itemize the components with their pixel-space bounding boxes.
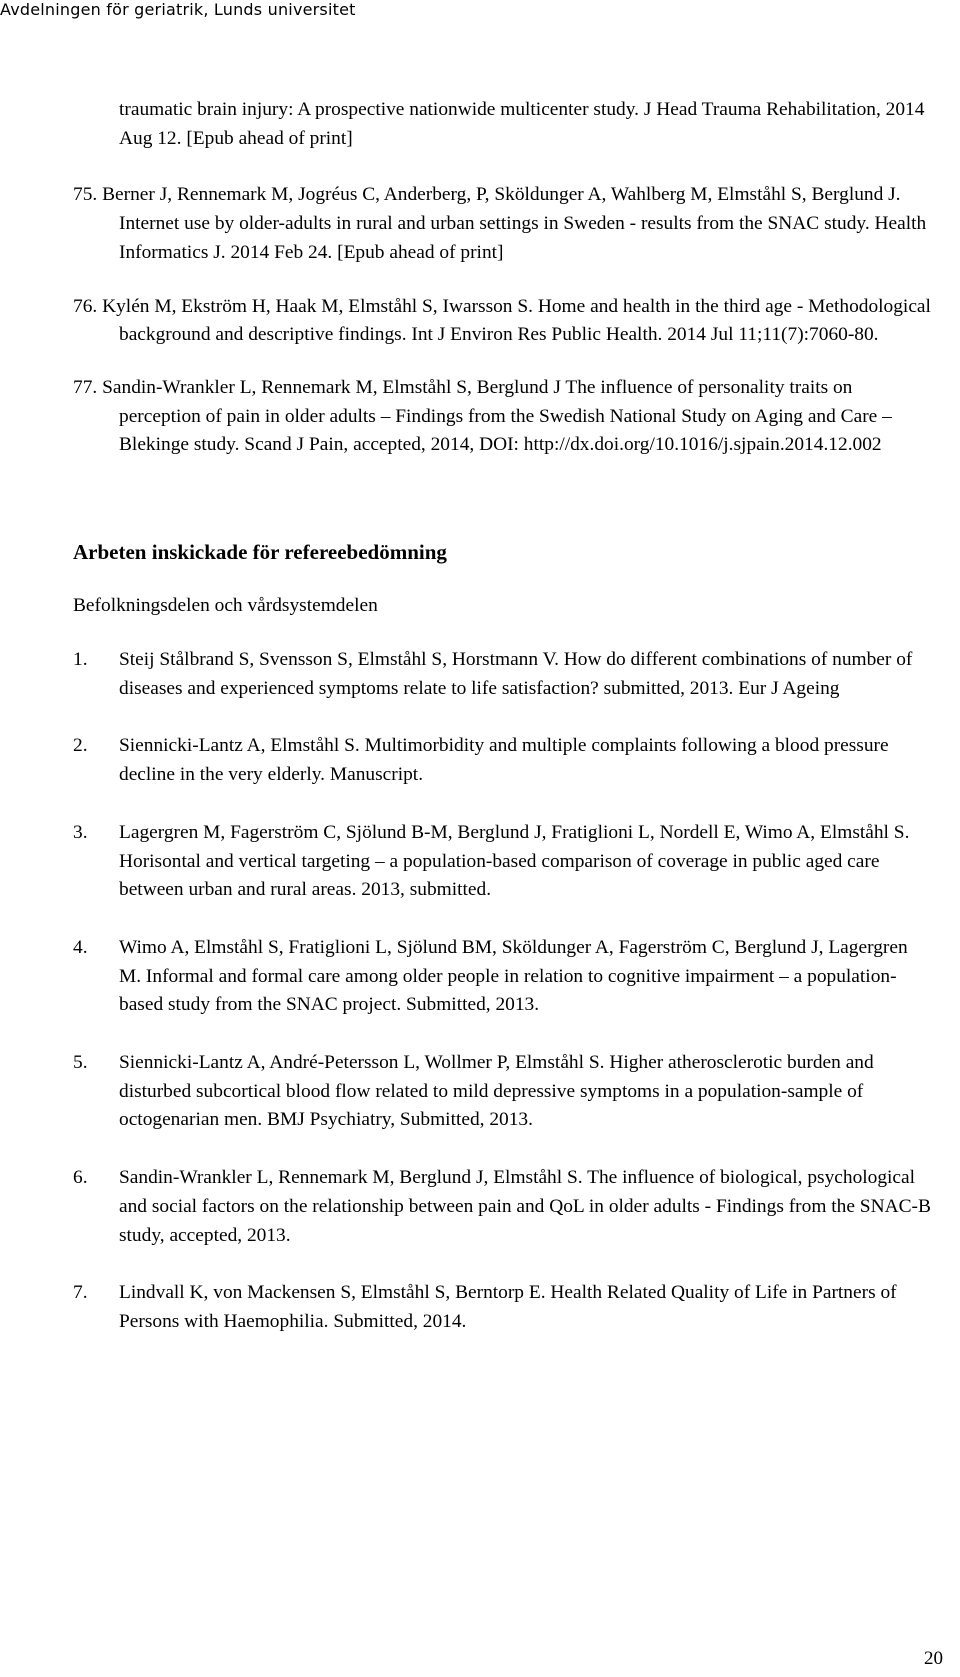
reference-item (73, 293, 933, 350)
reference-text: Wimo A, Elmståhl S, Fratiglioni L, Sjölund BM, Sköldunger A, Fagerström C, Berglund J, Lagergren M. Informal and formal care among older people in relation to cognitive impairment – a population-based study from the SNAC project. Submitted, 2013. (119, 936, 908, 1016)
reference-text: Berner J, Rennemark M, Jogréus C, Anderberg, P, Sköldunger A, Wahlberg M, Elmståhl S, Berglund J. Internet use by older-adults in rural and urban settings in Sweden - results from the SNAC study. Health Informatics J. 2014 Feb 24. [Epub ahead of print] (102, 184, 927, 263)
reference-text: Sandin-Wrankler L, Rennemark M, Elmståhl S, Berglund J The influence of personality traits on perception of pain in older adults – Findings from the Swedish National Study on Aging and Care – Blekinge study. Scand J Pain, accepted, 2014, DOI: http://dx.doi.org/10.1016/j.sjpain.2014.12.002 (102, 376, 892, 456)
submitted-reference-item (73, 1279, 933, 1336)
submitted-reference-item (73, 934, 933, 1020)
reference-text: Lindvall K, von Mackensen S, Elmståhl S, Berntorp E. Health Related Quality of Life in Partners of Persons with Haemophilia. Submitted, 2014. (119, 1282, 897, 1332)
reference-text: Siennicki-Lantz A, André-Petersson L, Wollmer P, Elmståhl S. Higher atherosclerotic burden and disturbed subcortical blood flow related to mild depressive symptoms in a population-sample of octogenarian men. BMJ Psychiatry, Submitted, 2013. (119, 1052, 874, 1131)
document-body (73, 96, 933, 1337)
reference-text: Steij Stålbrand S, Svensson S, Elmståhl S, Horstmann V. How do different combinations of number of diseases and experienced symptoms relate to life satisfaction? submitted, 2013. Eur J Ageing (119, 649, 913, 699)
reference-item (73, 181, 933, 267)
reference-text: Lagergren M, Fagerström C, Sjölund B-M, Berglund J, Fratiglioni L, Nordell E, Wimo A, Elmståhl S. Horisontal and vertical targeting – a population-based comparison of coverage in public aged care between urban and rural areas. 2013, submitted. (119, 821, 910, 901)
submitted-reference-item (73, 646, 933, 703)
reference-number: 75. (73, 184, 98, 206)
reference-item (73, 374, 933, 460)
submitted-reference-item (73, 819, 933, 905)
reference-number: 4. (73, 936, 88, 958)
reference-number: 6. (73, 1167, 88, 1189)
reference-text: traumatic brain injury: A prospective nationwide multicenter study. J Head Trauma Rehabilitation, 2014 Aug 12. [Epub ahead of print] (119, 99, 925, 149)
reference-text: Sandin-Wrankler L, Rennemark M, Berglund J, Elmståhl S. The influence of biological, psychological and social factors on the relationship between pain and QoL in older adults - Findings from the SNAC-B study, accepted, 2013. (119, 1167, 931, 1246)
reference-number: 3. (73, 821, 88, 843)
reference-number: 77. (73, 376, 98, 398)
running-header: Avdelningen för geriatrik, Lunds universitet (0, 0, 356, 19)
submitted-reference-item (73, 1164, 933, 1250)
submitted-reference-item (73, 1049, 933, 1135)
reference-continued (73, 96, 933, 153)
reference-number: 7. (73, 1282, 88, 1304)
reference-number: 2. (73, 735, 88, 757)
section-subheading: Befolkningsdelen och vårdsystemdelen (73, 595, 378, 617)
reference-number: 1. (73, 649, 88, 671)
reference-text: Kylén M, Ekström H, Haak M, Elmståhl S, Iwarsson S. Home and health in the third age - Methodological background and descriptive findings. Int J Environ Res Public Health. 2014 Jul 11;11(7):7060-80. (102, 295, 931, 346)
reference-number: 76. (73, 295, 98, 317)
reference-number: 5. (73, 1052, 88, 1074)
page-number: 20 (924, 1648, 943, 1669)
section-heading: Arbeten inskickade för refereebedömning (73, 540, 447, 565)
submitted-reference-item (73, 732, 933, 789)
reference-text: Siennicki-Lantz A, Elmståhl S. Multimorbidity and multiple complaints following a blood pressure decline in the very elderly. Manuscript. (119, 735, 889, 786)
